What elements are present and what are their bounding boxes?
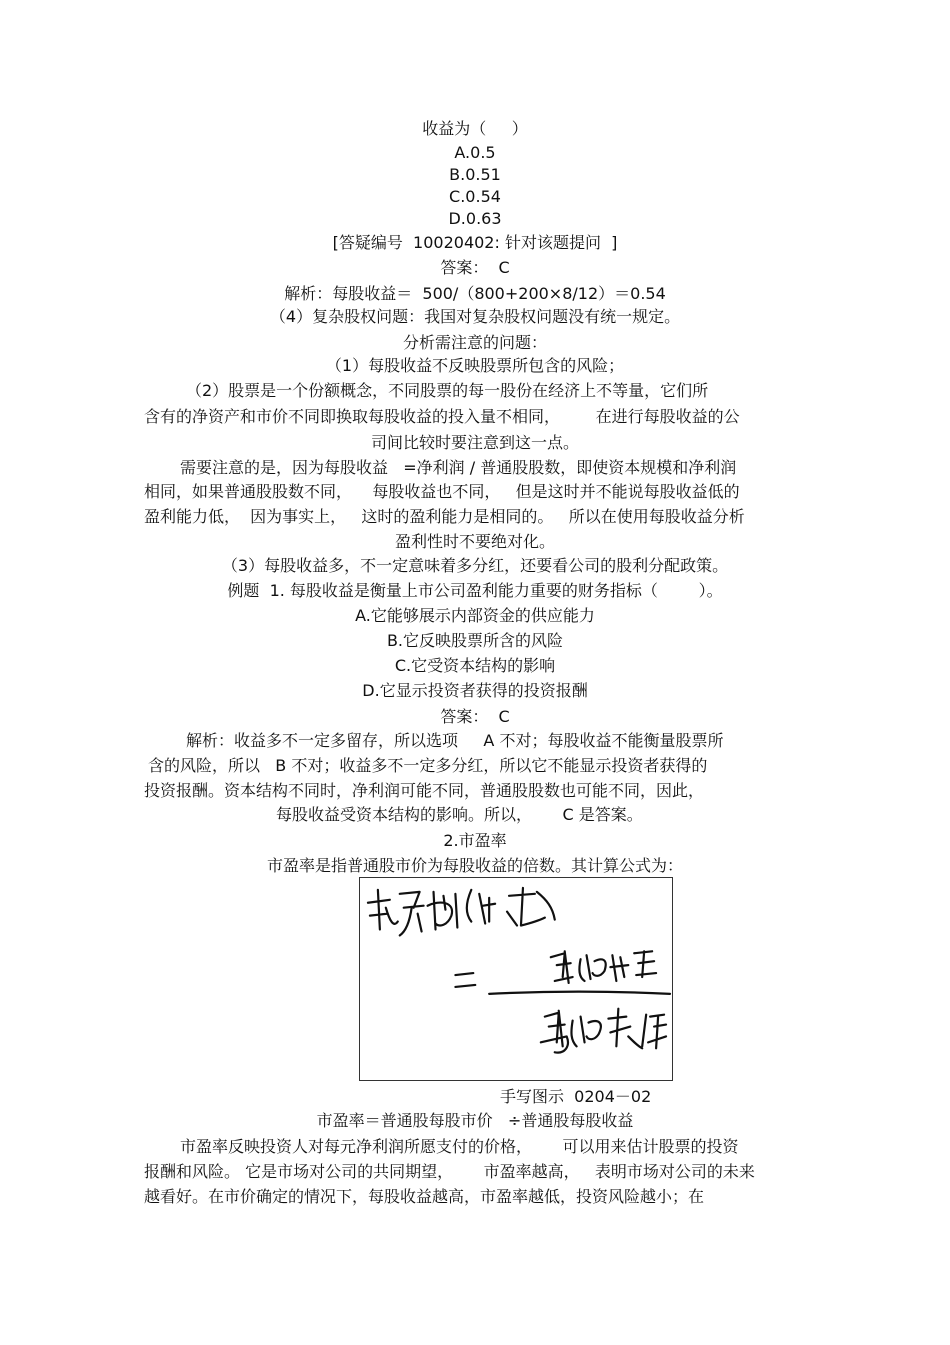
attention-line: 盈利性时不要绝对化。 bbox=[394, 532, 555, 551]
pe-description-line: 市盈率反映投资人对每元净利润所愿支付的价格， 可以用来估计股票的投资 bbox=[180, 1137, 739, 1156]
option-a: A.0.5 bbox=[454, 143, 496, 162]
note-2-line: 含有的净资产和市价不同即换取每股收益的投入量不相同， 在进行每股收益的公 bbox=[144, 407, 740, 426]
complex-equity-note: （4）复杂股权问题：我国对复杂股权问题没有统一规定。 bbox=[269, 307, 681, 326]
option-b: B.0.51 bbox=[449, 165, 501, 184]
attention-line: 相同，如果普通股股数不同， 每股收益也不同， 但是这时并不能说每股收益低的 bbox=[144, 482, 740, 501]
example-analysis-line: 解析：收益多不一定多留存，所以选项 A 不对；每股收益不能衡量股票所 bbox=[186, 731, 724, 750]
pe-description-line: 报酬和风险。 它是市场对公司的共同期望， 市盈率越高， 表明市场对公司的未来 bbox=[144, 1162, 755, 1181]
handwritten-formula-drawing bbox=[360, 878, 672, 1080]
example-analysis-line: 含的风险，所以 B 不对；收益多不一定多分红，所以它不能显示投资者获得的 bbox=[148, 756, 708, 775]
example-analysis-line: 每股收益受资本结构的影响。所以， C 是答案。 bbox=[276, 805, 643, 824]
example-option-d: D.它显示投资者获得的投资报酬 bbox=[362, 681, 588, 700]
example-option-b: B.它反映股票所含的风险 bbox=[386, 631, 564, 650]
example-option-c: C.它受资本结构的影响 bbox=[394, 656, 556, 675]
handwriting-caption: 手写图示 0204－02 bbox=[500, 1087, 652, 1106]
question-reference[interactable]: [答疑编号 10020402: 针对该题提问 ] bbox=[332, 233, 618, 252]
notes-title: 分析需注意的问题： bbox=[402, 333, 547, 352]
question-analysis: 解析：每股收益＝ 500/（800+200×8/12）＝0.54 bbox=[284, 284, 666, 303]
option-d: D.0.63 bbox=[448, 209, 502, 228]
example-option-a: A.它能够展示内部资金的供应能力 bbox=[355, 606, 595, 625]
example-answer: 答案： C bbox=[440, 707, 510, 726]
note-2-line: （2）股票是一个份额概念，不同股票的每一股份在经济上不等量，它们所 bbox=[186, 381, 709, 400]
note-1: （1）每股收益不反映股票所包含的风险； bbox=[325, 356, 625, 375]
attention-line: 盈利能力低， 因为事实上， 这时的盈利能力是相同的。 所以在使用每股收益分析 bbox=[144, 507, 745, 526]
question-stem: 收益为（ ） bbox=[422, 119, 528, 138]
pe-description-line: 越看好。在市价确定的情况下，每股收益越高，市盈率越低，投资风险越小；在 bbox=[144, 1187, 705, 1206]
example-stem: 例题 1. 每股收益是衡量上市公司盈利能力重要的财务指标（ ）。 bbox=[227, 581, 723, 600]
note-2-line: 司间比较时要注意到这一点。 bbox=[370, 433, 579, 452]
attention-line: 需要注意的是，因为每股收益 =净利润 / 普通股股数，即使资本规模和净利润 bbox=[180, 458, 737, 477]
option-c: C.0.54 bbox=[449, 187, 501, 206]
pe-intro: 市盈率是指普通股市价为每股收益的倍数。其计算公式为： bbox=[266, 856, 683, 875]
pe-section-title: 2.市盈率 bbox=[443, 831, 507, 850]
example-analysis-line: 投资报酬。资本结构不同时，净利润可能不同，普通股股数也可能不同，因此， bbox=[144, 781, 705, 800]
handwriting-image bbox=[359, 877, 673, 1081]
note-3: （3）每股收益多，不一定意味着多分红，还要看公司的股利分配政策。 bbox=[221, 556, 729, 575]
question-answer: 答案： C bbox=[440, 258, 510, 277]
pe-formula: 市盈率＝普通股每股市价 ÷普通股每股收益 bbox=[316, 1111, 634, 1130]
